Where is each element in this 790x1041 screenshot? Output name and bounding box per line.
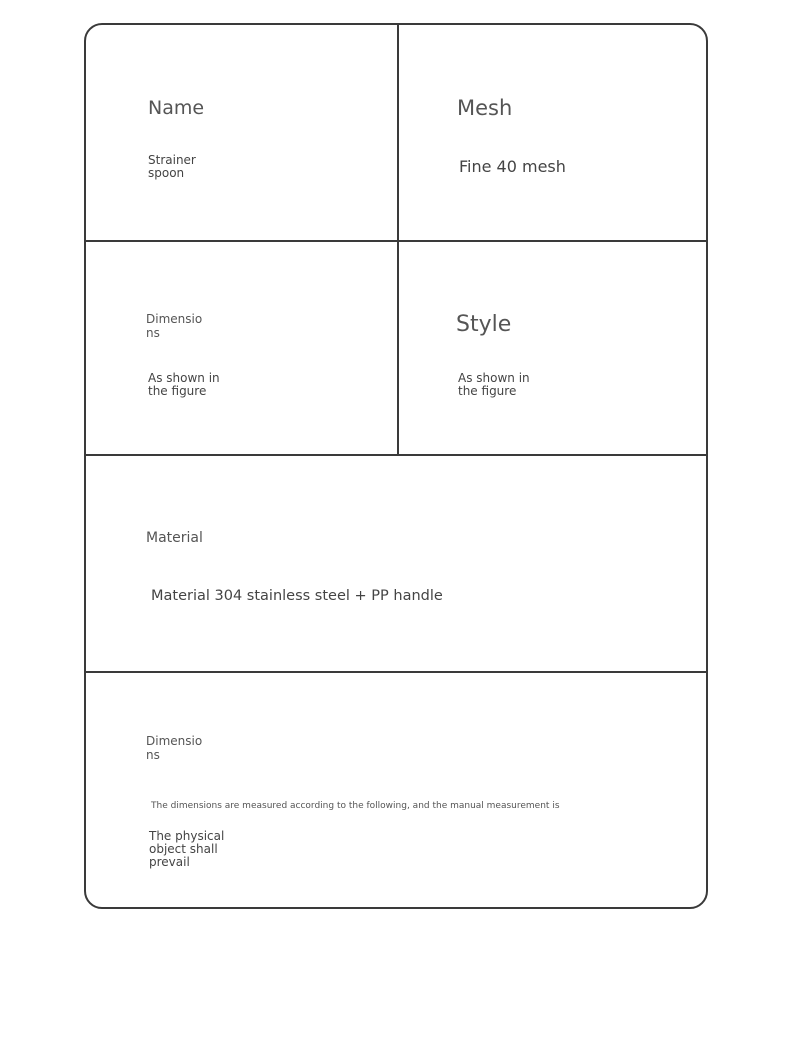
mesh-label: Mesh [457,96,513,120]
column-divider [397,25,399,454]
row-divider-3 [86,671,706,673]
name-label: Name [148,97,205,119]
dimensions-note-value: The physical object shall prevail [149,829,225,869]
name-value: Strainer spoon [148,153,196,180]
style-value: As shown in the figure [458,371,530,398]
row-divider-1 [86,240,706,242]
style-label: Style [456,312,512,337]
dimensions-value: As shown in the figure [148,371,220,398]
spec-table [84,23,708,909]
dimensions-label: Dimensions [146,312,203,340]
mesh-value: Fine 40 mesh [459,157,566,176]
material-label: Material [146,530,203,546]
dimensions-note-label: Dimensions [146,734,203,762]
row-divider-2 [86,454,706,456]
material-value: Material 304 stainless steel + PP handle [151,588,443,604]
dimensions-note-text: The dimensions are measured according to the following, and the manual measurement is [151,801,560,811]
